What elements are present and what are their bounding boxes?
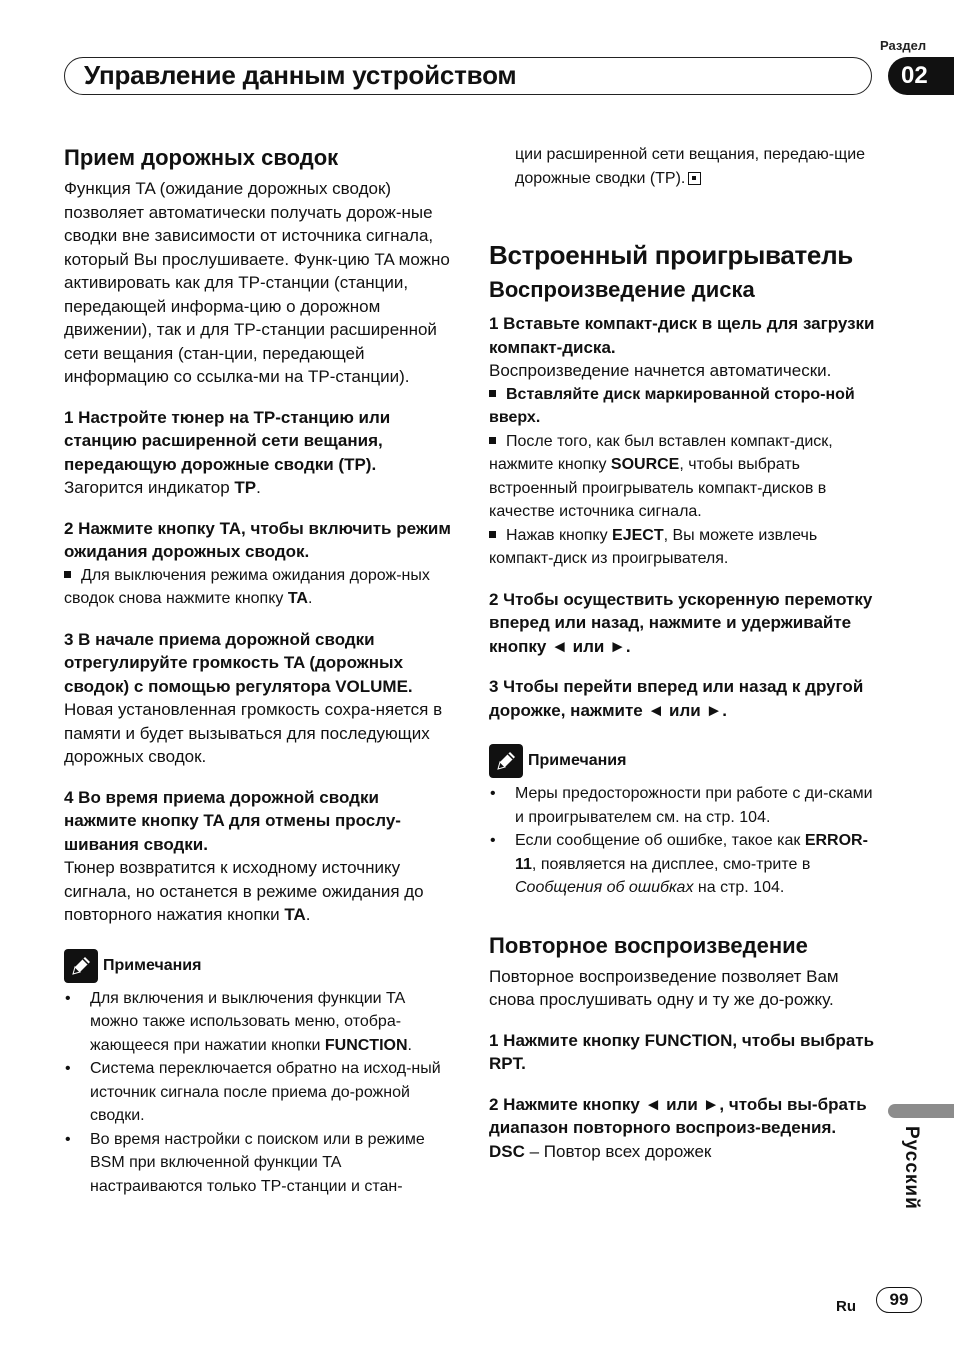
language-label: Русский (901, 1126, 922, 1210)
pencil-note-icon (489, 744, 523, 778)
step-3-text: Новая установленная громкость сохра-няется в памяти и будет вызываться для последующих дорожных сводок. (64, 700, 443, 766)
repeat-intro: Повторное воспроизведение позволяет Вам снова прослушивать одну и ту же до-рожку. (489, 966, 839, 1009)
repeat-heading: Повторное воспроизведение (489, 932, 808, 958)
section-number-badge: 02 (888, 57, 954, 95)
continued-text: ции расширенной сети вещания, передаю-щие дорожные сводки (TP). (515, 146, 866, 187)
page-number: 99 (876, 1287, 922, 1313)
disc-bullet: После того, как был вставлен компакт-диск, нажмите кнопку SOURCE, чтобы выбрать встроенный проигрыватель компакт-дисков в качестве источника сигнала. (489, 432, 833, 520)
notes-header (64, 949, 456, 983)
language-tab (888, 1104, 954, 1118)
bullet-square-icon (64, 571, 71, 578)
disc-playback-heading: Воспроизведение диска (489, 277, 755, 302)
traffic-heading: Прием дорожных сводок (64, 145, 339, 170)
step-3-title: 3 В начале приема дорожной сводки отрегулируйте громкость TA (дорожных сводок) с помощью регулятора VOLUME. (64, 629, 413, 696)
step-1-title: 1 Настройте тюнер на TP-станцию или станцию расширенной сети вещания, передающую дорожные сводки (TP). (64, 407, 391, 474)
step-2-bullet: Для выключения режима ожидания дорож-ных сводок снова нажмите кнопку TA. (64, 566, 430, 607)
traffic-intro: Функция TA (ожидание дорожных сводок) позволяет автоматически получать дорож-ные сводки вне зависимости от источника сигнала, который Вы прослушиваете. Функ-цию TA можно активировать как для TP-станции (станции, передающей информа-цию о дорожном движении), так и для TP-станции расширенной сети вещания (стан-ции, передающей информацию со ссылка-ми на TP-станции). (64, 179, 450, 386)
bullet-square-icon (489, 390, 496, 397)
page-title: Управление данным устройством (84, 60, 517, 90)
repeat-step-1-title: 1 Нажмите кнопку FUNCTION, чтобы выбрать RPT. (489, 1030, 875, 1073)
notes-list (489, 782, 881, 900)
disc-step-2-title: 2 Чтобы осуществить ускоренную перемотку вперед или назад, нажмите и удерживайте кнопку ◄ или ►. (489, 589, 873, 656)
note-item: • Для включения и выключения функции TA можно также использовать меню, отобра-жающееся при нажатии кнопки FUNCTION. (64, 987, 456, 1058)
disc-step-1-title: 1 Вставьте компакт-диск в щель для загрузки компакт-диска. (489, 314, 875, 357)
bullet-square-icon (489, 531, 496, 538)
disc-step-3-title: 3 Чтобы перейти вперед или назад к другой дорожке, нажмите ◄ или ►. (489, 677, 864, 720)
step-4-text: Тюнер возвратится к исходному источнику сигнала, но останется в режиме ожидания до повторного нажатия кнопки TA. (64, 858, 424, 924)
step-4-title: 4 Во время приема дорожной сводки нажмите кнопку TA для отмены прослу-шивания сводки. (64, 787, 401, 854)
note-item: • Если сообщение об ошибке, такое как ERROR-11, появляется на дисплее, смо-трите в Сообщения об ошибках на стр. 104. (489, 829, 881, 900)
repeat-step-2-title: 2 Нажмите кнопку ◄ или ►, чтобы вы-брать диапазон повторного воспроиз-ведения. (489, 1094, 867, 1137)
section-label: Раздел (880, 38, 927, 53)
notes-header (489, 744, 881, 778)
pencil-note-icon (64, 949, 98, 983)
notes-label: Примечания (103, 956, 202, 974)
step-2-title: 2 Нажмите кнопку TA, чтобы включить режим ожидания дорожных сводок. (64, 518, 451, 561)
player-heading: Встроенный проигрыватель (489, 240, 853, 270)
disc-bullet: Вставляйте диск маркированной сторо-ной вверх. (489, 385, 855, 426)
disc-step-1-text: Воспроизведение начнется автоматически. (489, 361, 832, 380)
disc-bullet: Нажав кнопку EJECT, Вы можете извлечь компакт-диск из проигрывателя. (489, 526, 818, 567)
right-column (489, 143, 881, 1163)
step-1-text: Загорится индикатор TP. (64, 478, 261, 497)
note-item: • Во время настройки с поиском или в режиме BSM при включенной функции TA настраиваются только TP-станции и стан- (64, 1128, 456, 1199)
bullet-square-icon (489, 437, 496, 444)
left-column (64, 144, 456, 1198)
repeat-dsc-text: DSC – Повтор всех дорожек (489, 1141, 712, 1161)
language-code: Ru (836, 1298, 856, 1315)
note-item: • Система переключается обратно на исход-ный источник сигнала после приема до-рожной сводки. (64, 1057, 456, 1128)
notes-list (64, 987, 456, 1199)
notes-label: Примечания (528, 752, 627, 769)
end-mark-icon (688, 172, 701, 185)
note-item: • Меры предосторожности при работе с ди-сками и проигрывателем см. на стр. 104. (489, 782, 881, 829)
